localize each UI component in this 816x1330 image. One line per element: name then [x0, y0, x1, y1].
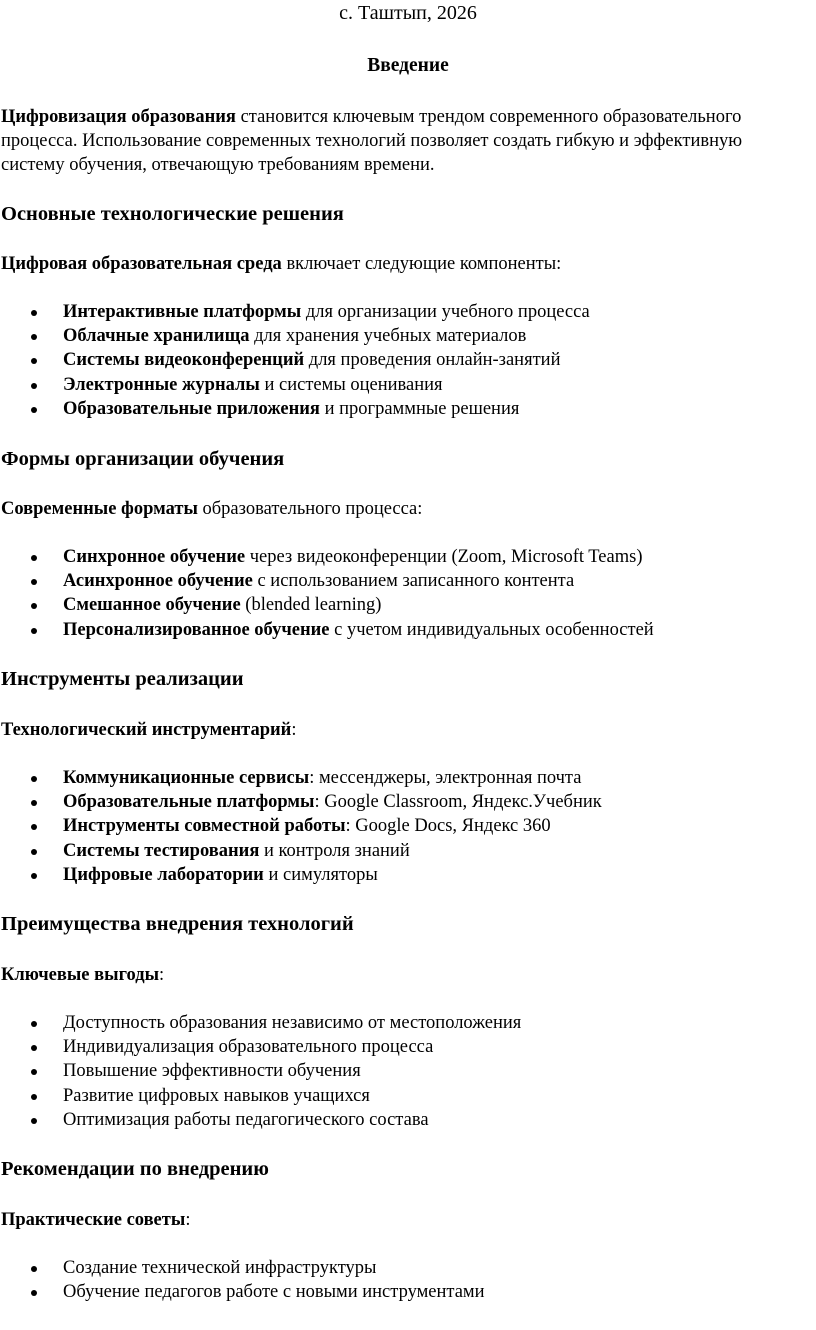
list-item: [0, 1059, 816, 1083]
item-bold: Персонализированное обучение: [63, 619, 330, 640]
bullet-icon: [31, 334, 37, 340]
item-text: Индивидуализация образовательного процесса: [63, 1037, 434, 1058]
item-text: : мессенджеры, электронная почта: [309, 768, 582, 788]
item-bold: Образовательные приложения: [63, 398, 320, 419]
section-heading: Формы организации обучения: [1, 448, 285, 470]
item-text: и контроля знаний: [259, 840, 410, 861]
bullet-icon: [31, 1094, 37, 1100]
item-bold: Синхронное обучение: [63, 547, 246, 567]
lead-rest: :: [159, 965, 165, 985]
item-bold: Цифровые лаборатории: [63, 864, 264, 885]
bullet-icon: [31, 800, 37, 806]
list-item: [0, 1256, 816, 1280]
item-bold: Системы видеоконференций: [63, 350, 305, 371]
item-bold: Коммуникационные сервисы: [63, 768, 310, 788]
bullet-list: [0, 1256, 816, 1304]
item-bold: Образовательные платформы: [63, 792, 315, 813]
section-lead: [1, 497, 801, 521]
lead-bold: Современные форматы: [1, 499, 198, 519]
bullet-list: [0, 766, 816, 887]
lead-bold: Практические советы: [1, 1210, 186, 1230]
list-item: [0, 814, 816, 838]
section-heading: Рекомендации по внедрению: [1, 1158, 269, 1180]
item-text: Оптимизация работы педагогического состава: [63, 1109, 429, 1130]
intro-text: становится ключевым трендом современного образовательного процесса. Использование современных технологий позволяет создать гибкую и эффективную систему обучения, отвечающую требованиям времени.: [1, 107, 743, 175]
item-bold: Смешанное обучение: [63, 595, 241, 616]
item-text: с учетом индивидуальных особенностей: [329, 619, 654, 640]
bullet-icon: [31, 603, 37, 609]
place-year: с. Таштып, 2026: [339, 2, 477, 24]
item-bold: Инструменты совместной работы: [63, 816, 346, 837]
bullet-icon: [31, 849, 37, 855]
item-text: Доступность образования независимо от местоположения: [63, 1013, 522, 1033]
item-text: с использованием записанного контента: [252, 571, 575, 592]
bullet-icon: [31, 310, 37, 316]
list-item: [0, 569, 816, 593]
bullet-icon: [31, 1021, 37, 1027]
item-text: Обучение педагогов работе с новыми инструментами: [63, 1282, 485, 1303]
item-text: Создание технической инфраструктуры: [63, 1258, 377, 1278]
list-item: [0, 397, 816, 421]
list-item: [0, 373, 816, 397]
item-bold: Асинхронное обучение: [63, 571, 253, 592]
item-text: Развитие цифровых навыков учащихся: [63, 1085, 370, 1106]
section-lead: [1, 252, 801, 276]
bullet-icon: [31, 579, 37, 585]
item-text: для организации учебного процесса: [301, 302, 590, 322]
item-text: : Google Docs, Яндекс 360: [345, 816, 551, 837]
bullet-icon: [31, 358, 37, 364]
lead-rest: включает следующие компоненты:: [281, 254, 562, 274]
item-text: через видеоконференции (Zoom, Microsoft Teams): [245, 547, 643, 567]
item-text: и программные решения: [319, 398, 520, 419]
intro-paragraph: [1, 105, 801, 177]
section-lead: [1, 963, 801, 987]
bullet-icon: [31, 1118, 37, 1124]
bullet-list: [0, 300, 816, 421]
bullet-list: [0, 545, 816, 642]
bullet-icon: [31, 383, 37, 389]
section-lead: [1, 1208, 801, 1232]
bullet-icon: [31, 824, 37, 830]
list-item: [0, 1108, 816, 1132]
item-text: и системы оценивания: [259, 374, 443, 395]
list-item: [0, 790, 816, 814]
intro-heading: Введение: [367, 55, 449, 76]
list-item: [0, 1035, 816, 1059]
list-item: [0, 300, 816, 324]
item-text: : Google Classroom, Яндекс.Учебник: [314, 792, 602, 813]
list-item: [0, 593, 816, 617]
item-text: для хранения учебных материалов: [249, 326, 527, 347]
item-bold: Интерактивные платформы: [63, 302, 302, 322]
bullet-icon: [31, 873, 37, 879]
bullet-icon: [31, 407, 37, 413]
bullet-icon: [31, 776, 37, 782]
item-text: и симуляторы: [263, 864, 378, 885]
item-text: (blended learning): [240, 595, 382, 616]
item-text: Повышение эффективности обучения: [63, 1061, 361, 1082]
section-heading: Основные технологические решения: [1, 203, 344, 225]
list-item: [0, 1084, 816, 1108]
lead-rest: образовательного процесса:: [197, 499, 423, 519]
list-item: [0, 863, 816, 887]
bullet-icon: [31, 1266, 37, 1272]
item-text: для проведения онлайн-занятий: [304, 350, 561, 371]
bullet-icon: [31, 1045, 37, 1051]
list-item: [0, 1280, 816, 1304]
list-item: [0, 766, 816, 790]
item-bold: Облачные хранилища: [63, 326, 250, 347]
bullet-icon: [31, 555, 37, 561]
lead-bold: Технологический инструментарий: [1, 720, 292, 740]
section-heading: Инструменты реализации: [1, 668, 244, 690]
lead-rest: :: [185, 1210, 191, 1230]
bullet-list: [0, 1011, 816, 1132]
item-bold: Электронные журналы: [63, 374, 260, 395]
list-item: [0, 618, 816, 642]
list-item: [0, 839, 816, 863]
lead-bold: Ключевые выгоды: [1, 965, 160, 985]
lead-bold: Цифровая образовательная среда: [1, 254, 282, 274]
section-heading: Преимущества внедрения технологий: [1, 913, 354, 935]
bullet-icon: [31, 1069, 37, 1075]
item-bold: Системы тестирования: [63, 840, 260, 861]
list-item: [0, 348, 816, 372]
intro-lead-bold: Цифровизация образования: [1, 107, 236, 127]
lead-rest: :: [291, 720, 297, 740]
list-item: [0, 545, 816, 569]
bullet-icon: [31, 1290, 37, 1296]
bullet-icon: [31, 628, 37, 634]
section-lead: [1, 718, 801, 742]
list-item: [0, 324, 816, 348]
list-item: [0, 1011, 816, 1035]
